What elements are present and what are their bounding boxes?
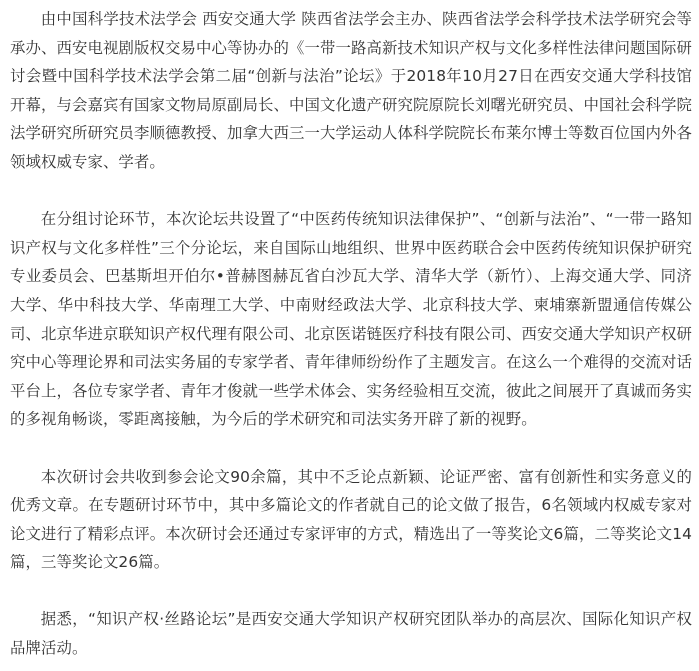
paragraph-group-discussion: 在分组讨论环节，本次论坛共设置了“中医药传统知识法律保护”、“创新与法治”、“一带一路知识产权与文化多样性”三个分论坛，来自国际山地组织、世界中医药联合会中医药传统知识保护研究专业委员会、巴基斯坦开伯尔•普赫图赫瓦省白沙瓦大学、清华大学（新竹）、上海交通大学、同济大学、华中科技大学、华南理工大学、中南财经政法大学、北京科技大学、柬埔寨新盟通信传媒公司、北京华进京联知识产权代理有限公司、北京医诺链医疗科技有限公司、西安交通大学知识产权研究中心等理论界和司法实务届的专家学者、青年律师纷纷作了主题发言。在这么一个难得的交流对话平台上，各位专家学者、青年才俊就一些学术体会、实务经验相互交流，彼此之间展开了真诚而务实的多视角畅谈，零距离接触，为今后的学术研究和司法实务开辟了新的视野。 bbox=[10, 210, 692, 429]
paragraph-papers: 本次研讨会共收到参会论文90余篇，其中不乏论点新颖、论证严密、富有创新性和实务意义的优秀文章。在专题研讨环节中，其中多篇论文的作者就自己的论文做了报告，6名领域内权威专家对论文进行了精彩点评。本次研讨会还通过专家评审的方式，精选出了一等奖论文6篇，二等奖论文14篇，三等奖论文26篇。 bbox=[10, 467, 692, 572]
paragraph-opening: 由中国科学技术法学会 西安交通大学 陕西省法学会主办、陕西省法学会科学技术法学研究会等承办、西安电视剧版权交易中心等协办的《一带一路高新技术知识产权与文化多样性法律问题国际研讨会暨中国科学技术法学会第二届“创新与法治”论坛》于2018年10月27日在西安交通大学科技馆开幕，与会嘉宾有国家文物局原副局长、中国文化遗产研究院原院长刘曙光研究员、中国社会科学院法学研究所研究员李顺德教授、加拿大西三一大学运动人体科学院院长布莱尔博士等数百位国内外各领域权威专家、学者。 bbox=[10, 10, 692, 171]
paragraph-closing: 据悉，“知识产权·丝路论坛”是西安交通大学知识产权研究团队举办的高层次、国际化知识产权品牌活动。 bbox=[10, 610, 692, 658]
article-body bbox=[10, 5, 692, 663]
